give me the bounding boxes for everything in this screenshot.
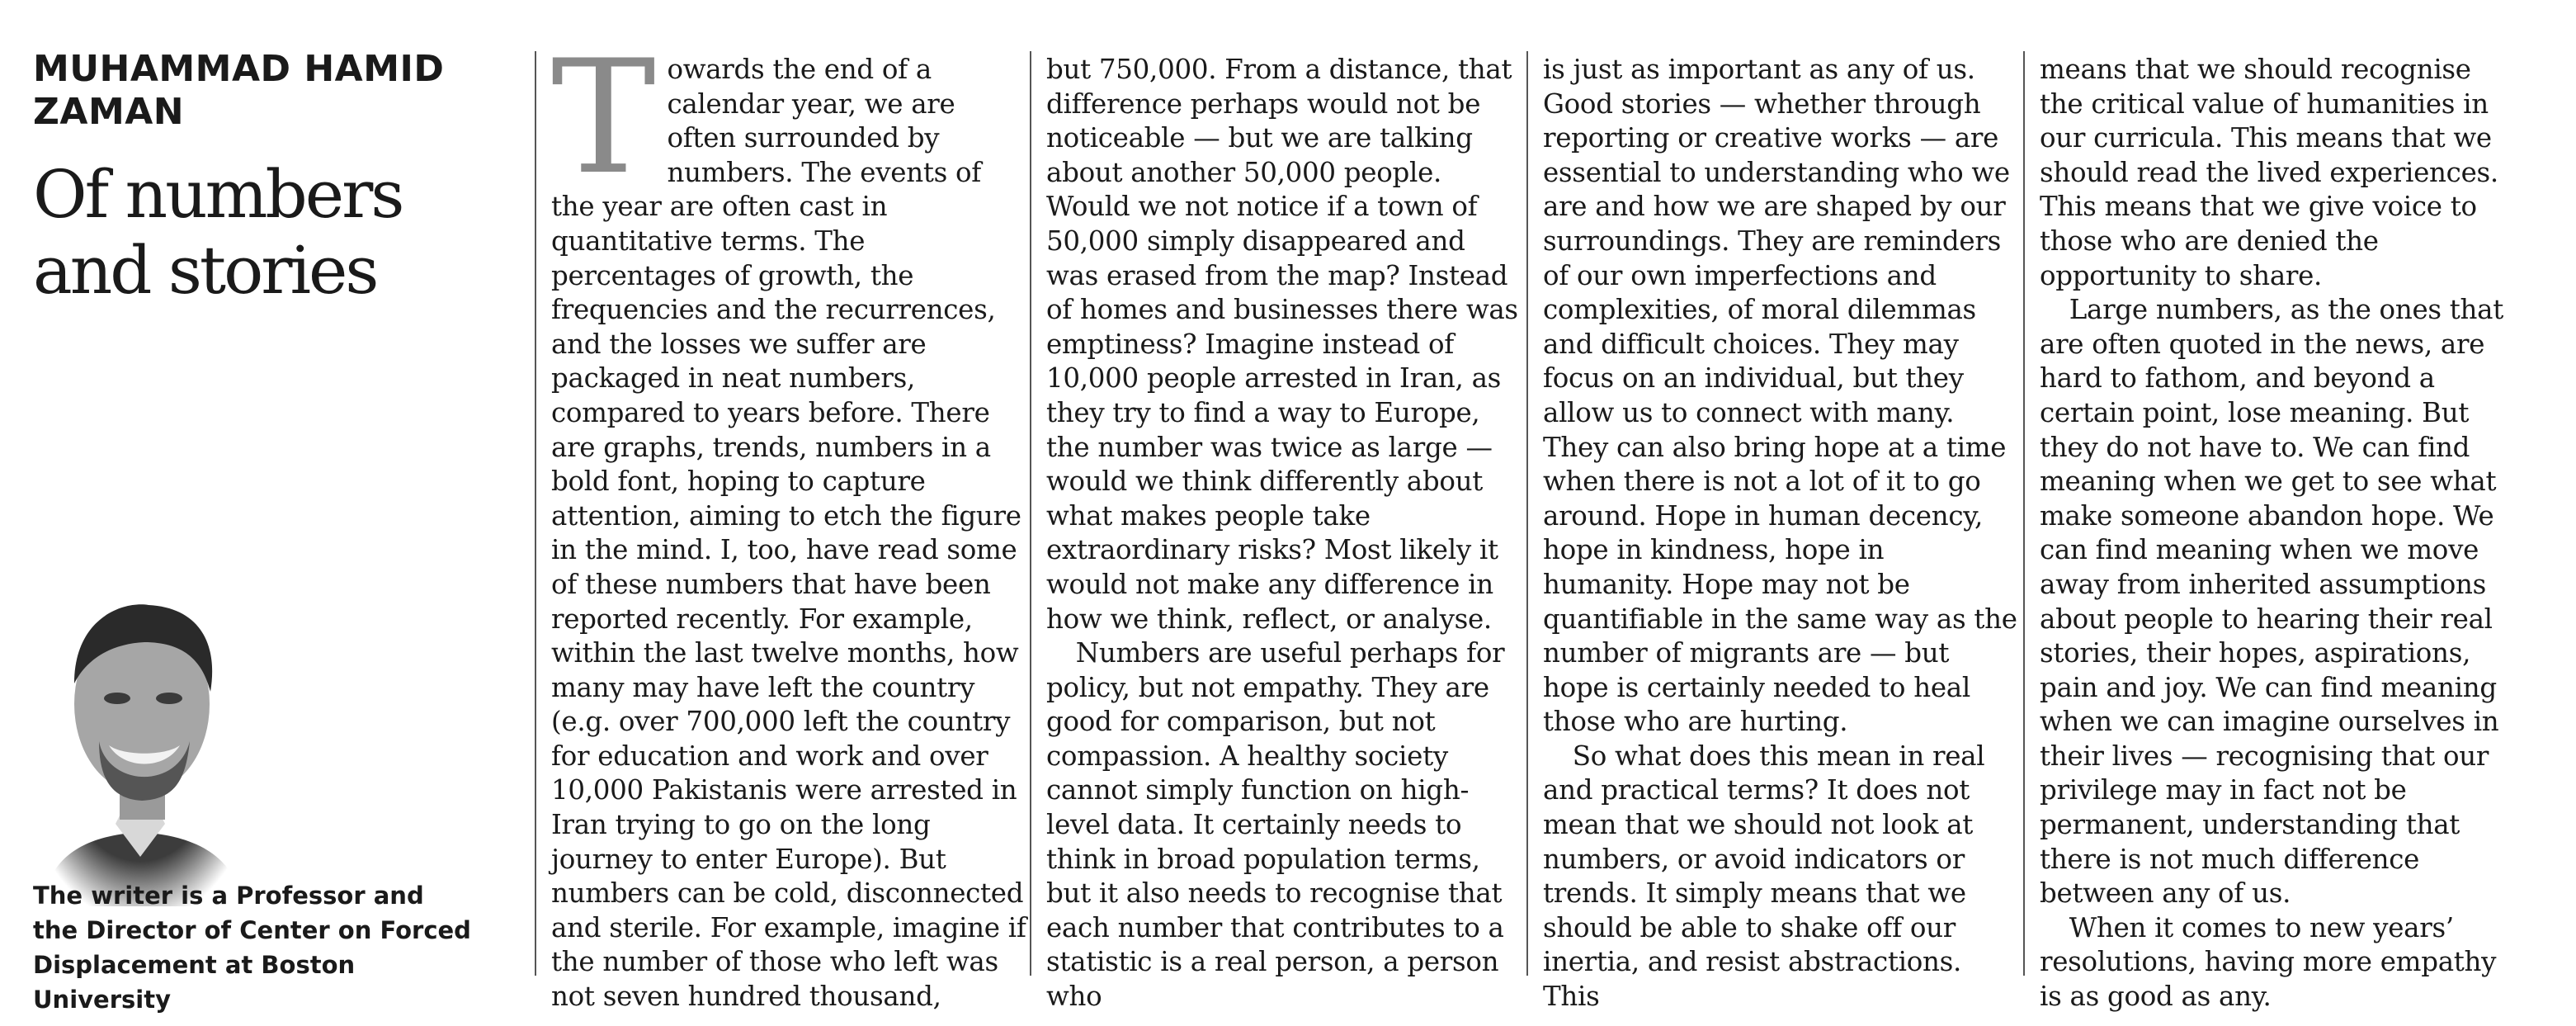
headline-line2: and stories [33, 232, 377, 309]
article-column-2 [1046, 53, 1522, 1013]
bio-line1: The writer is a Professor and [33, 882, 424, 910]
article-paragraph: but 750,000. From a distance, that difference perhaps would not be noticeable — but we are talking about another 50,000 people. Would we not notice if a town of 50,000 simply disappeared and was erased from the map? Instead of homes and businesses there was emptiness? Imagine instead of 10,000 people arrested in Iran, as they try to find a way to Europe, the number was twice as large — would we think differently about what makes people take extraordinary risks? Most likely it would not make any difference in how we think, reflect, or analyse. [1046, 54, 1518, 635]
article-paragraph: Numbers are useful perhaps for policy, but not empathy. They are good for comparison, but not compassion. A healthy society cannot simply function on high-level data. It certainly needs to think in broad population terms, but it also needs to recognise that each number that contributes to a statistic is a real person, a person who [1046, 637, 1505, 1013]
article-paragraph: When it comes to new years’ resolutions, having more empathy is as good as any. [2040, 911, 2497, 1013]
headline-line1: Of numbers [33, 156, 403, 233]
article-column-4 [2040, 53, 2515, 1013]
headline [33, 157, 495, 309]
drop-cap: T [551, 26, 656, 209]
bio-line2: the Director of Center on Forced [33, 916, 471, 944]
article-paragraph: means that we should recognise the critical value of humanities in our curricula. This means that we should read the lived experiences. This means that we give voice to those who are denied the opportunity to share. [2040, 54, 2498, 291]
article-paragraph: Towards the end of a calendar year, we are often surrounded by numbers. The events of the year are often cast in quantitative terms. The percentages of growth, the frequencies and the recurrences, and the losses we suffer are packaged in neat numbers, compared to years before. There are graphs, trends, numbers in a bold font, hoping to capture attention, aiming to etch the figure in the mind. I, too, have read some of these numbers that have been reported recently. For example, within the last twelve months, how many may have left the country (e.g. over 700,000 left the country for education and work and over 10,000 Pakistanis were arrested in Iran trying to go on the long journey to enter Europe). But numbers can be cold, disconnected and sterile. For example, imagine if the number of those who left was not seven hundred thousand, [551, 26, 1026, 1013]
author-name-line2: ZAMAN [33, 91, 185, 133]
bio-line3: Displacement at Boston University [33, 951, 356, 1014]
column-rule [2023, 51, 2025, 976]
article-paragraph: So what does this mean in real and practical terms? It does not mean that we should not look at numbers, or avoid indicators or trends. It simply means that we should be able to shake off our inertia, and resist abstractions. This [1543, 740, 1985, 1013]
article-paragraph: Large numbers, as the ones that are often quoted in the news, are hard to fathom, and beyond a certain point, lose meaning. But they do not have to. We can find meaning when we get to see what make someone abandon hope. We can find meaning when we move away from inherited assumptions about people to hearing their real stories, their hopes, aspirations, pain and joy. We can find meaning when we can imagine ourselves in their lives — recognising that our privilege may in fact not be permanent, understanding that there is not much difference between any of us. [2040, 294, 2504, 910]
column-rule [1030, 51, 1031, 976]
column-rule [1526, 51, 1528, 976]
author-byline [33, 48, 495, 134]
article-paragraph: is just as important as any of us. Good stories — whether through reporting or creative works — are essential to understanding who we are and how we are shaped by our surroundings. They are reminders of our own imperfections and complexities, of moral dilemmas and difficult choices. They may focus on an individual, but they allow us to connect with many. They can also bring hope at a time when there is not a lot of it to go around. Hope in human decency, hope in kindness, hope in humanity. Hope may not be quantifiable in the same way as the number of migrants are — but hope is certainly needed to heal those who are hurting. [1543, 54, 2017, 738]
sidebar [33, 48, 495, 1014]
author-name-line1: MUHAMMAD HAMID [33, 48, 445, 90]
author-bio [33, 878, 495, 1017]
article-column-3 [1543, 53, 2018, 1013]
author-portrait [33, 560, 248, 906]
column-rule [535, 51, 536, 976]
article-column-1 [551, 26, 1026, 1013]
